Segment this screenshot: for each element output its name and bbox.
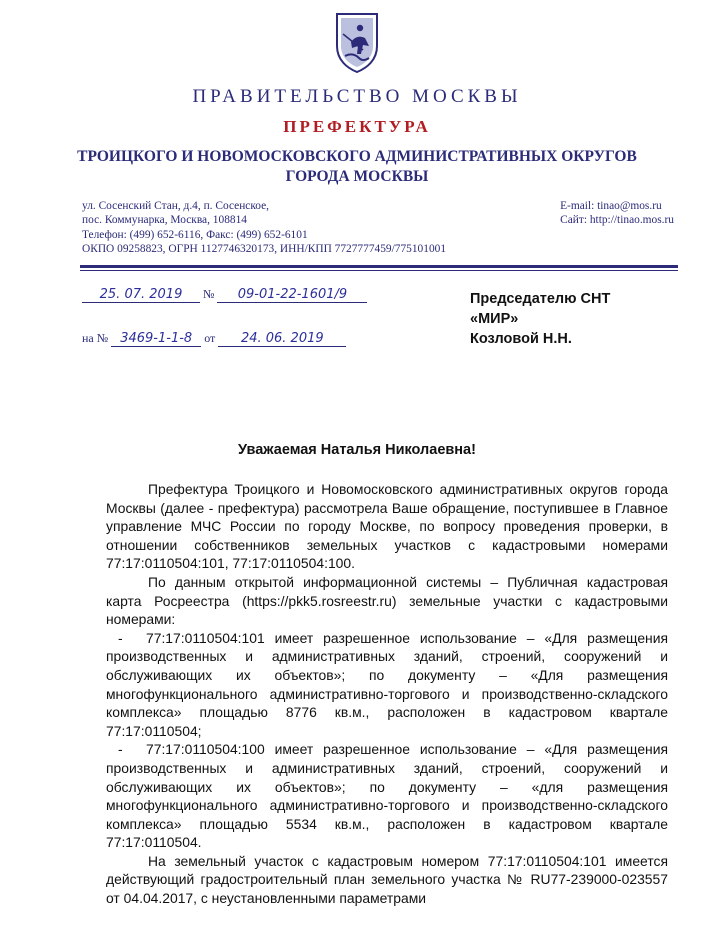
number-label: № [203,287,215,301]
email-text: E-mail: tinao@mos.ru [560,200,662,212]
addressee-name: Козловой Н.Н. [470,331,572,347]
contacts-block [560,199,674,228]
registry-codes-line: ОКПО 09258823, ОГРН 1127746320173, ИНН/КПП 7727777459/775101001 [82,243,447,256]
outgoing-date: 25. 07. 2019 [82,288,200,303]
outgoing-number: 09-01-22-1601/9 [217,288,367,303]
body-paragraph: На земельный участок с кадастровым номером 77:17:0110504:101 имеется действующий градостроительный план земельного участка № RU77-239000-023557 от 04.04.2017, с неустановленными параметрами [106,852,668,907]
addressee-organization: «МИР» [470,311,519,327]
list-dash: - [118,741,123,758]
list-dash: - [118,629,123,646]
address-line: пос. Коммунарка, Москва, 108814 [82,214,247,227]
body-paragraph: По данным открытой информационной системы – Публичная кадастровая карта Росреестра (https://pkk5.rosreestr.ru) земельные участки с кадастровыми номерами: [106,573,668,628]
prefecture-title: ПРЕФЕКТУРА [283,117,431,136]
addressee-block [470,289,610,349]
list-item-text: 77:17:0110504:100 имеет разрешенное использование – «Для размещения производственных и административных зданий, строений, сооружений и обслуживающих их объектов»; по документу – «для размещения многофункционального административно-торгового и производственно-складского комплекса» площадью 5534 кв.м., расположен в кадастровом квартале 77:17:0110504. [106,741,668,851]
header-divider-thin [80,270,678,271]
government-title: ПРАВИТЕЛЬСТВО МОСКВЫ [192,86,522,107]
salutation: Уважаемая Наталья Николаевна! [238,442,476,458]
reference-number: 3469-1-1-8 [111,332,201,347]
moscow-coat-of-arms-icon [333,12,381,74]
addressee-position: Председателю СНТ [470,291,611,307]
reference-date: 24. 06. 2019 [218,332,346,347]
reference-from-label: от [204,331,216,345]
list-item-text: 77:17:0110504:101 имеет разрешенное использование – «Для размещения производственных и административных зданий, строений, сооружений и обслуживающих их объектов»; по документу – «Для размещения многофункционального административно-торгового и производственно-складского комплекса» площадью 8776 кв.м., расположен в кадастровом квартале 77:17:0110504; [106,629,668,739]
postal-address-block [82,199,446,257]
districts-title-line2: ГОРОДА МОСКВЫ [285,168,429,185]
outgoing-registration [82,287,382,303]
header-divider-thick [80,265,678,268]
letter-body [106,480,668,908]
phone-fax-line: Телефон: (499) 652-6116, Факс: (499) 652-6101 [82,228,308,241]
reference-label: на № [82,331,109,345]
body-paragraph: Префектура Троицкого и Новомосковского административных округов города Москвы (далее - префектура) рассмотрела Ваше обращение, поступившее в Главное управление МЧС России по городу Москве, по вопросу проведения проверки, в отношении собственников земельных участков с кадастровыми номерами 77:17:0110504:101, 77:17:0110504:100. [106,481,668,572]
list-item [106,629,668,741]
incoming-reference [82,331,382,347]
address-line: ул. Сосенский Стан, д.4, п. Сосенское, [82,200,270,212]
website-text: Сайт: http://tinao.mos.ru [560,214,674,227]
list-item [106,740,668,852]
districts-title-line1: ТРОИЦКОГО И НОВОМОСКОВСКОГО АДМИНИСТРАТИВНЫХ ОКРУГОВ [77,148,637,165]
